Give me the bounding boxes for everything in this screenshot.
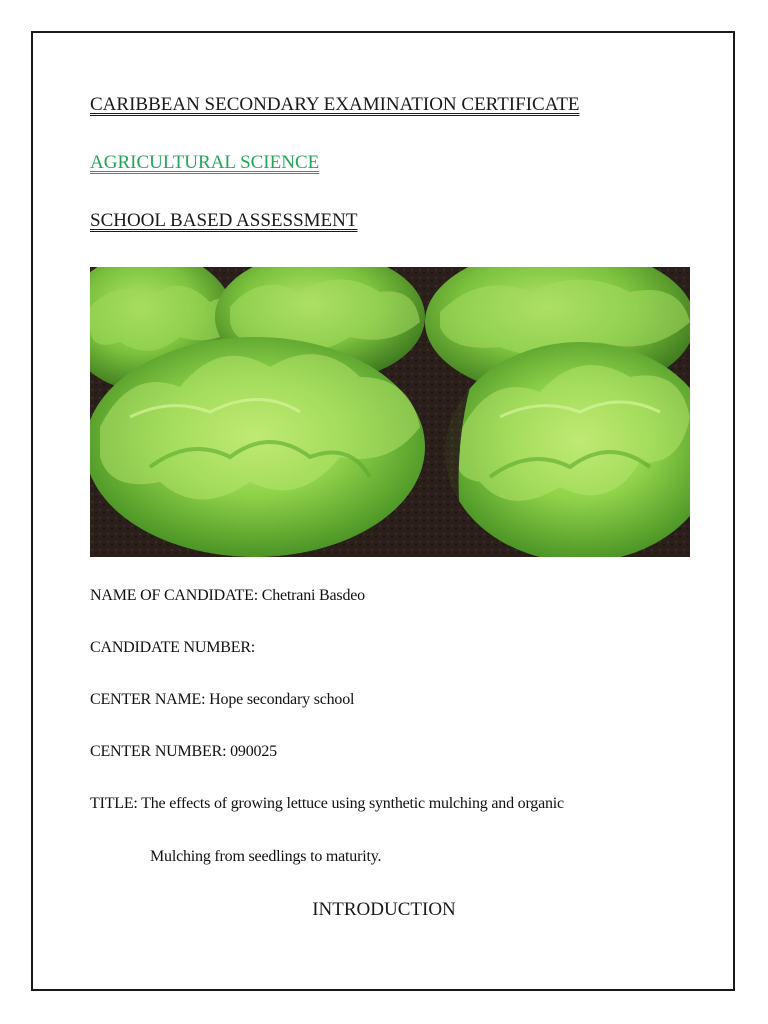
center-number: CENTER NUMBER: 090025	[90, 743, 277, 760]
candidate-number: CANDIDATE NUMBER:	[90, 639, 256, 656]
subject-heading: AGRICULTURAL SCIENCE	[90, 152, 320, 173]
lettuce-photo	[90, 267, 690, 557]
lettuce-head	[90, 337, 425, 557]
title-line-1: TITLE: The effects of growing lettuce using synthetic mulching and organic	[90, 795, 564, 812]
candidate-name: NAME OF CANDIDATE: Chetrani Basdeo	[90, 587, 365, 604]
title-line-2: Mulching from seedlings to maturity.	[150, 848, 382, 865]
introduction-heading: INTRODUCTION	[312, 899, 456, 920]
assessment-heading: SCHOOL BASED ASSESSMENT	[90, 210, 358, 231]
exam-heading: CARIBBEAN SECONDARY EXAMINATION CERTIFICATE	[90, 94, 580, 115]
center-name: CENTER NAME: Hope secondary school	[90, 691, 355, 708]
